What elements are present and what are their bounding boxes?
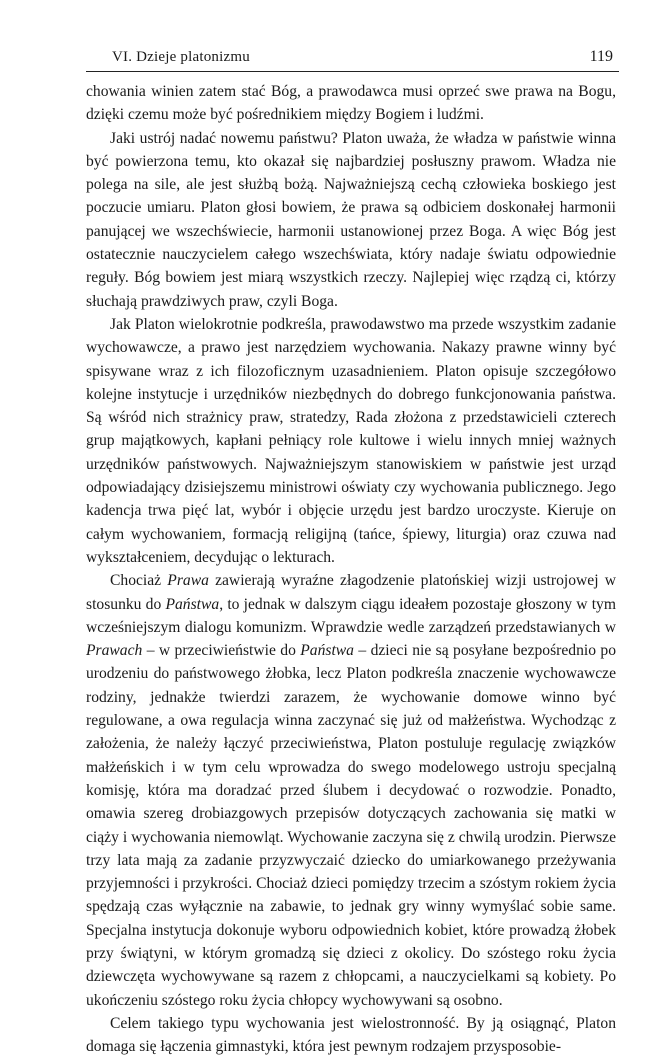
paragraph-2 xyxy=(86,127,616,313)
paragraph-1 xyxy=(86,80,616,127)
paragraph-text: zawierają wyraźne złagodzenie platońskiej wizji ustrojowej w stosunku do xyxy=(86,572,616,613)
paragraph-text: , to jednak w dalszym ciągu ideałem pozostaje głoszony w tym wcześniejszym dialogu komunizm. Wprawdzie wedle zarządzeń przedstawianych w xyxy=(86,595,616,636)
book-title-panstwa: Państwa xyxy=(300,642,354,660)
body-text xyxy=(86,80,616,1058)
paragraph-text: Jak Platon wielokrotnie podkreśla, prawodawstwo ma przede wszystkim zadanie wychowawcze, a prawo jest narzędziem wychowania. Nakazy prawne winny być spisywane wraz z ich filozoficznym uzasadnieniem. Platon opisuje szczegółowo kolejne instytucje i urzędników niezbędnych do dobrego funkcjonowania państwa. Są wśród nich strażnicy praw, stratedzy, Rada złożona z przedstawicieli czterech grup majątkowych, kapłani pełniący role kultowe i wielu innych mniej ważnych urzędników państwowych. Najważniejszym stanowiskiem w państwie jest urząd odpowiadający dzisiejszemu ministrowi oświaty czy wychowania publicznego. Jego kadencja trwa pięć lat, wybór i objęcie urzędu jest bardzo uroczyste. Kieruje on całym wychowaniem, formacją religijną (tańce, śpiewy, liturgia) oraz czuwa nad wykształceniem, decydując o lekturach. xyxy=(86,315,616,566)
paragraph-5 xyxy=(86,1012,616,1058)
paragraph-text: – w przeciwieństwie do xyxy=(142,642,301,660)
book-title-prawa: Prawa xyxy=(167,572,209,590)
paragraph-text: Celem takiego typu wychowania jest wielostronność. By ją osiągnąć, Platon domaga się łączenia gimnastyki, która jest pewnym rodzajem przysposobie- xyxy=(86,1014,616,1056)
chapter-title: VI. Dzieje platonizmu xyxy=(112,49,250,65)
paragraph-4 xyxy=(86,569,616,1012)
paragraph-text: – dzieci nie są posyłane bezpośrednio po urodzeniu do państwowego żłobka, lecz Platon podkreśla znaczenie wychowawcze rodziny, jednakże twierdzi zarazem, że wychowanie domowe winno być regulowane, a owa regulacja winna zaczynać się już od małżeństwa. Wychodząc z założenia, że należy łączyć przeciwieństwa, Platon postuluje regulację związków małżeńskich i w tym celu wprowadza do swego modelowego ustroju specjalną komisję, która ma doradzać przed ślubem i decydować o rozwodzie. Ponadto, omawia szereg drobiazgowych przepisów dotyczących zachowania się matki w ciąży i wychowania niemowląt. Wychowanie zaczyna się z chwilą urodzin. Pierwsze trzy lata mają za zadanie przyzwyczaić dziecko do umiarkowanego przeżywania przyjemności i przykrości. Chociaż dzieci pomiędzy trzecim a szóstym rokiem życia spędzają czas wyłącznie na zabawie, to jednak gry winny wymyślać sobie same. Specjalna instytucja dokonuje wyboru odpowiednich kobiet, które prowadzą żłobek przy świątyni, w którym gromadzą się dzieci z okolicy. Do szóstego roku życia dziewczęta wychowywane są razem z chłopcami, a nauczycielkami są kobiety. Po ukończeniu szóstego roku życia chłopcy wychowywani są osobno. xyxy=(86,642,616,1009)
book-title-panstwa: Państwa xyxy=(165,595,220,613)
paragraph-text: Jaki ustrój nadać nowemu państwu? Platon uważa, że władza w państwie winna być powierzona temu, kto okazał się najbardziej posłuszny prawom. Władza nie polega na sile, ale jest służbą bożą. Najważniejszą cechą człowieka boskiego jest poczucie umiaru. Platon głosi bowiem, że prawa są odbiciem doskonałej harmonii panującej we wszechświecie, harmonii ustanowionej przez Boga. A więc Bóg jest ostatecznie nauczycielem całego wszechświata, który nadaje światu odpowiednie reguły. Bóg bowiem jest miarą wszystkich rzeczy. Najlepiej więc rządzą ci, którzy słuchają prawdziwych praw, czyli Boga. xyxy=(86,129,616,310)
running-header xyxy=(86,43,619,72)
paragraph-text: chowania winien zatem stać Bóg, a prawodawca musi oprzeć swe prawa na Bogu, dzięki czemu może być pośrednikiem między Bogiem i ludźmi. xyxy=(86,83,616,124)
page-number: 119 xyxy=(589,48,613,65)
book-title-prawach: Prawach xyxy=(86,642,143,660)
paragraph-3 xyxy=(86,313,616,569)
paragraph-text: Chociaż xyxy=(110,572,168,590)
